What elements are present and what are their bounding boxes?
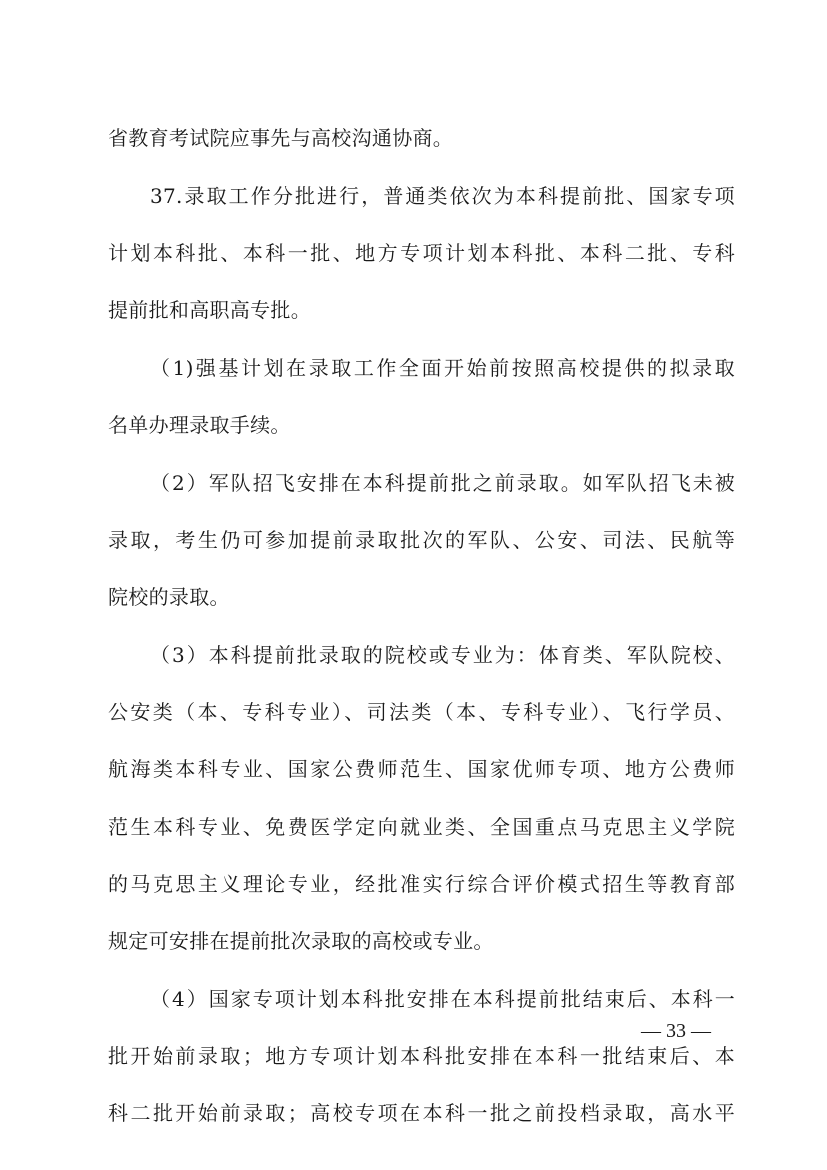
text-line: 录取，考生仍可参加提前录取批次的军队、公安、司法、民航等 — [108, 528, 735, 552]
text-line: 航海类本科专业、国家公费师范生、国家优师专项、地方公费师 — [108, 757, 735, 781]
text-line: 省教育考试院应事先与高校沟通协商。 — [108, 126, 454, 150]
text-line: 名单办理录取手续。 — [108, 413, 291, 437]
text-line: （3）本科提前批录取的院校或专业为：体育类、军队院校、 — [150, 643, 735, 667]
text-line: （1)强基计划在录取工作全面开始前按照高校提供的拟录取 — [150, 356, 735, 380]
text-line: 提前批和高职高专批。 — [108, 298, 311, 322]
text-line: 37.录取工作分批进行，普通类依次为本科提前批、国家专项 — [150, 184, 735, 208]
text-line: （2）军队招飞安排在本科提前批之前录取。如军队招飞未被 — [150, 471, 735, 495]
text-line: 批开始前录取；地方专项计划本科批安排在本科一批结束后、本 — [108, 1044, 735, 1068]
text-line: 公安类（本、专科专业）、司法类（本、专科专业）、飞行学员、 — [108, 700, 735, 724]
text-line: 的马克思主义理论专业，经批准实行综合评价模式招生等教育部 — [108, 872, 735, 896]
text-line: 计划本科批、本科一批、地方专项计划本科批、本科二批、专科 — [108, 241, 735, 265]
text-line: 院校的录取。 — [108, 585, 230, 609]
text-line: 科二批开始前录取；高校专项在本科一批之前投档录取，高水平 — [108, 1101, 735, 1125]
text-line: （4）国家专项计划本科批安排在本科提前批结束后、本科一 — [150, 987, 735, 1011]
text-line: 范生本科专业、免费医学定向就业类、全国重点马克思主义学院 — [108, 815, 735, 839]
page-number: — 33 — — [641, 1020, 711, 1042]
text-line: 规定可安排在提前批次录取的高校或专业。 — [108, 929, 494, 953]
